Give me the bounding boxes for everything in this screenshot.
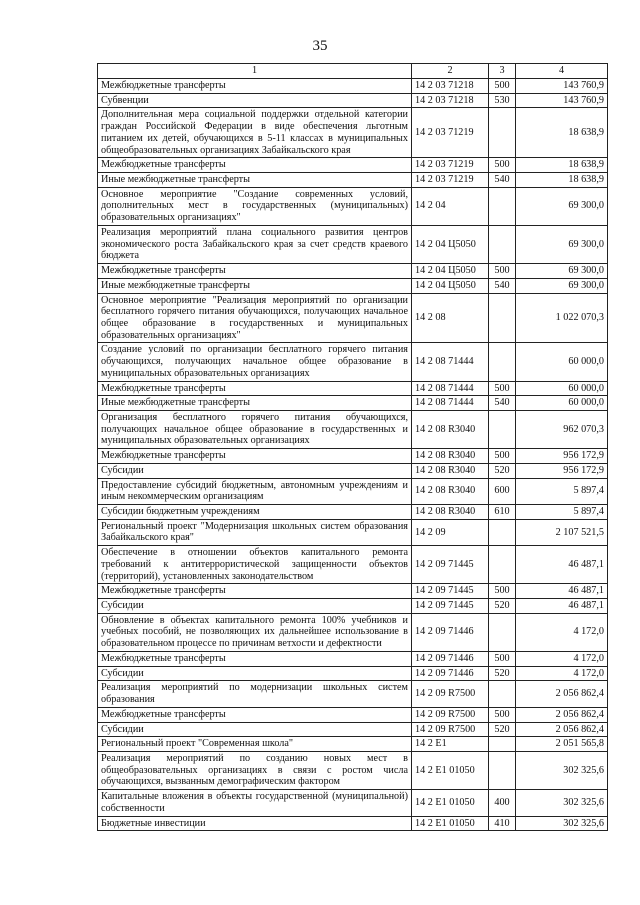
row-type: 520	[489, 666, 516, 681]
row-name	[98, 681, 412, 707]
row-code: 14 2 08 R3040	[412, 505, 489, 520]
row-name-text: Капитальные вложения в объекты государственной (муниципальной) собственности	[101, 791, 408, 814]
row-amount: 962 070,3	[516, 410, 608, 448]
row-type: 540	[489, 278, 516, 293]
row-code: 14 2 09 71446	[412, 666, 489, 681]
row-type: 520	[489, 463, 516, 478]
row-name-text: Основное мероприятие "Создание современных условий, дополнительных мест в государственных (муниципальных) образовательных организациях"	[101, 188, 408, 224]
row-name	[98, 79, 412, 94]
row-name	[98, 584, 412, 599]
table-row	[98, 396, 608, 411]
budget-table	[97, 63, 608, 831]
row-name-text: Обеспечение в отношении объектов капитального ремонта требований к антитеррористической защищенности объектов (территорий), установленных законодательством	[101, 547, 408, 582]
table-row	[98, 790, 608, 816]
row-name	[98, 396, 412, 411]
table-row	[98, 651, 608, 666]
row-type: 540	[489, 173, 516, 188]
row-amount: 302 325,6	[516, 816, 608, 831]
table-row	[98, 410, 608, 448]
row-amount: 302 325,6	[516, 751, 608, 789]
row-code: 14 2 09 R7500	[412, 722, 489, 737]
row-amount: 4 172,0	[516, 613, 608, 651]
row-name-text: Основное мероприятие "Реализация мероприятий по организации бесплатного горячего питания обучающихся, получающих начальное общее образование в государственных и муниципальных образовательных организациях"	[101, 294, 408, 341]
row-type	[489, 751, 516, 789]
row-name-text: Межбюджетные трансферты	[101, 80, 226, 91]
table-row	[98, 225, 608, 263]
table-row	[98, 505, 608, 520]
row-amount: 2 056 862,4	[516, 707, 608, 722]
table-row	[98, 722, 608, 737]
row-code: 14 2 08 71444	[412, 396, 489, 411]
row-type: 500	[489, 707, 516, 722]
row-name	[98, 613, 412, 651]
row-code: 14 2 08 71444	[412, 381, 489, 396]
row-code: 14 2 09	[412, 519, 489, 545]
row-type: 600	[489, 478, 516, 504]
row-name	[98, 519, 412, 545]
table-row	[98, 381, 608, 396]
row-code: 14 2 E1	[412, 737, 489, 752]
row-name	[98, 410, 412, 448]
table-row	[98, 173, 608, 188]
table-row	[98, 463, 608, 478]
table-row	[98, 449, 608, 464]
row-amount: 143 760,9	[516, 93, 608, 108]
row-name	[98, 463, 412, 478]
row-type: 500	[489, 449, 516, 464]
row-name-text: Иные межбюджетные трансферты	[101, 279, 250, 291]
row-name-text: Субвенции	[101, 94, 149, 106]
row-amount: 143 760,9	[516, 79, 608, 94]
row-code: 14 2 09 71445	[412, 599, 489, 614]
row-code: 14 2 09 71445	[412, 584, 489, 599]
row-name	[98, 816, 412, 831]
row-name	[98, 225, 412, 263]
header-col-2: 2	[412, 64, 489, 79]
row-type: 410	[489, 816, 516, 831]
row-code: 14 2 03 71219	[412, 158, 489, 173]
row-type	[489, 293, 516, 343]
row-amount: 956 172,9	[516, 449, 608, 464]
row-type: 500	[489, 381, 516, 396]
row-type: 500	[489, 651, 516, 666]
table-row	[98, 79, 608, 94]
row-code: 14 2 08 R3040	[412, 463, 489, 478]
row-name	[98, 651, 412, 666]
table-header-row	[98, 64, 608, 79]
row-amount: 2 056 862,4	[516, 722, 608, 737]
header-col-4: 4	[516, 64, 608, 79]
table-row	[98, 478, 608, 504]
row-amount: 60 000,0	[516, 381, 608, 396]
row-name-text: Иные межбюджетные трансферты	[101, 397, 250, 409]
row-name	[98, 599, 412, 614]
row-code: 14 2 08 71444	[412, 343, 489, 381]
row-name-text: Региональный проект "Современная школа"	[101, 738, 294, 750]
row-name-text: Субсидии	[101, 723, 144, 735]
table-row	[98, 343, 608, 381]
row-name-text: Субсидии	[101, 600, 144, 612]
header-col-3: 3	[489, 64, 516, 79]
page-number: 35	[312, 38, 328, 54]
row-type	[489, 343, 516, 381]
row-type: 520	[489, 722, 516, 737]
row-name-text: Обновление в объектах капитального ремонта 100% учебников и учебных пособий, не позволяющих их дальнейшее использование в образовательном процессе по причинам ветхости и дефектности	[101, 614, 408, 650]
row-name-text: Межбюджетные трансферты	[101, 450, 226, 462]
row-name	[98, 108, 412, 158]
row-code: 14 2 04 Ц5050	[412, 264, 489, 279]
row-name	[98, 790, 412, 816]
row-amount: 2 107 521,5	[516, 519, 608, 545]
row-name	[98, 737, 412, 752]
row-name-text: Субсидии	[101, 464, 144, 476]
row-type: 500	[489, 264, 516, 279]
row-type: 530	[489, 93, 516, 108]
row-name	[98, 158, 412, 173]
row-name	[98, 343, 412, 381]
row-code: 14 2 09 71446	[412, 651, 489, 666]
row-name-text: Региональный проект "Модернизация школьных систем образования Забайкальского края"	[101, 520, 408, 544]
row-name-text: Бюджетные инвестиции	[101, 817, 206, 829]
row-amount: 4 172,0	[516, 666, 608, 681]
row-name	[98, 381, 412, 396]
table-row	[98, 681, 608, 707]
row-type	[489, 546, 516, 584]
row-code: 14 2 08	[412, 293, 489, 343]
row-code: 14 2 09 R7500	[412, 681, 489, 707]
row-code: 14 2 08 R3040	[412, 449, 489, 464]
row-name	[98, 666, 412, 681]
row-amount: 46 487,1	[516, 546, 608, 584]
row-amount: 5 897,4	[516, 478, 608, 504]
row-code: 14 2 04 Ц5050	[412, 225, 489, 263]
row-amount: 2 051 565,8	[516, 737, 608, 752]
row-name-text: Межбюджетные трансферты	[101, 652, 226, 664]
table-row	[98, 599, 608, 614]
row-amount: 18 638,9	[516, 173, 608, 188]
row-name	[98, 546, 412, 584]
row-name	[98, 751, 412, 789]
row-amount: 2 056 862,4	[516, 681, 608, 707]
row-type	[489, 187, 516, 225]
table-row	[98, 816, 608, 831]
row-code: 14 2 04 Ц5050	[412, 278, 489, 293]
row-amount: 956 172,9	[516, 463, 608, 478]
row-name-text: Субсидии бюджетным учреждениям	[101, 506, 260, 517]
row-type	[489, 108, 516, 158]
row-name	[98, 93, 412, 108]
row-name-text: Межбюджетные трансферты	[101, 159, 226, 171]
row-code: 14 2 09 R7500	[412, 707, 489, 722]
row-type	[489, 681, 516, 707]
row-code: 14 2 E1 01050	[412, 816, 489, 831]
table-row	[98, 584, 608, 599]
row-type: 500	[489, 158, 516, 173]
row-code: 14 2 09 71446	[412, 613, 489, 651]
row-code: 14 2 03 71218	[412, 79, 489, 94]
row-amount: 1 022 070,3	[516, 293, 608, 343]
table-row	[98, 93, 608, 108]
header-col-1: 1	[98, 64, 412, 79]
row-name-text: Создание условий по организации бесплатного горячего питания обучающихся, получающих начальное общее образование в муниципальных образовательных организациях	[101, 344, 408, 379]
row-amount: 60 000,0	[516, 343, 608, 381]
row-type: 500	[489, 79, 516, 94]
row-amount: 60 000,0	[516, 396, 608, 411]
row-name-text: Дополнительная мера социальной поддержки отдельной категории граждан Российской Федерации в виде обеспечения льготным питанием их детей, обучающихся в 5-11 классах в муниципальных общеобразовательных организациях Забайкальского края	[101, 109, 408, 156]
row-name-text: Реализация мероприятий по модернизации школьных систем образования	[101, 682, 408, 706]
row-name-text: Организация бесплатного горячего питания обучающихся, получающих начальное общее образование в государственных и муниципальных образовательных организациях	[101, 411, 408, 447]
row-name-text: Реализация мероприятий по созданию новых мест в общеобразовательных организациях в связи с ростом числа обучающихся, вызванным демографическим фактором	[101, 752, 408, 788]
row-code: 14 2 03 71218	[412, 93, 489, 108]
table-row	[98, 264, 608, 279]
row-amount: 18 638,9	[516, 158, 608, 173]
row-amount: 5 897,4	[516, 505, 608, 520]
table-row	[98, 293, 608, 343]
row-amount: 69 300,0	[516, 225, 608, 263]
row-code: 14 2 03 71219	[412, 108, 489, 158]
row-amount: 18 638,9	[516, 108, 608, 158]
row-code: 14 2 08 R3040	[412, 410, 489, 448]
row-name-text: Межбюджетные трансферты	[101, 382, 226, 394]
budget-table-body	[98, 64, 608, 831]
row-name	[98, 449, 412, 464]
table-row	[98, 751, 608, 789]
row-name	[98, 707, 412, 722]
row-type	[489, 737, 516, 752]
table-row	[98, 278, 608, 293]
table-row	[98, 158, 608, 173]
row-amount: 302 325,6	[516, 790, 608, 816]
row-name-text: Межбюджетные трансферты	[101, 585, 226, 597]
table-row	[98, 666, 608, 681]
row-type: 520	[489, 599, 516, 614]
row-type	[489, 613, 516, 651]
row-code: 14 2 E1 01050	[412, 751, 489, 789]
table-row	[98, 707, 608, 722]
row-amount: 69 300,0	[516, 278, 608, 293]
row-type	[489, 519, 516, 545]
table-row	[98, 108, 608, 158]
row-name-text: Межбюджетные трансферты	[101, 265, 226, 277]
row-code: 14 2 04	[412, 187, 489, 225]
row-name	[98, 722, 412, 737]
row-code: 14 2 09 71445	[412, 546, 489, 584]
row-name-text: Иные межбюджетные трансферты	[101, 174, 250, 186]
row-code: 14 2 E1 01050	[412, 790, 489, 816]
row-name	[98, 293, 412, 343]
table-row	[98, 546, 608, 584]
row-code: 14 2 03 71219	[412, 173, 489, 188]
row-type: 540	[489, 396, 516, 411]
row-type: 400	[489, 790, 516, 816]
row-name	[98, 173, 412, 188]
row-name-text: Предоставление субсидий бюджетным, автономным учреждениям и иным некоммерческим организациям	[101, 479, 408, 503]
row-amount: 4 172,0	[516, 651, 608, 666]
row-name	[98, 278, 412, 293]
row-name	[98, 264, 412, 279]
table-row	[98, 519, 608, 545]
row-amount: 46 487,1	[516, 584, 608, 599]
row-name	[98, 478, 412, 504]
row-amount: 69 300,0	[516, 264, 608, 279]
row-code: 14 2 08 R3040	[412, 478, 489, 504]
table-row	[98, 737, 608, 752]
row-type	[489, 410, 516, 448]
row-amount: 46 487,1	[516, 599, 608, 614]
row-type: 610	[489, 505, 516, 520]
row-type: 500	[489, 584, 516, 599]
row-name-text: Субсидии	[101, 667, 144, 679]
row-amount: 69 300,0	[516, 187, 608, 225]
row-name	[98, 505, 412, 520]
row-name-text: Межбюджетные трансферты	[101, 708, 226, 720]
row-name-text: Реализация мероприятий плана социального развития центров экономического роста Забайкальского края за счет средств краевого бюджета	[101, 226, 408, 262]
row-type	[489, 225, 516, 263]
table-row	[98, 613, 608, 651]
row-name	[98, 187, 412, 225]
table-row	[98, 187, 608, 225]
